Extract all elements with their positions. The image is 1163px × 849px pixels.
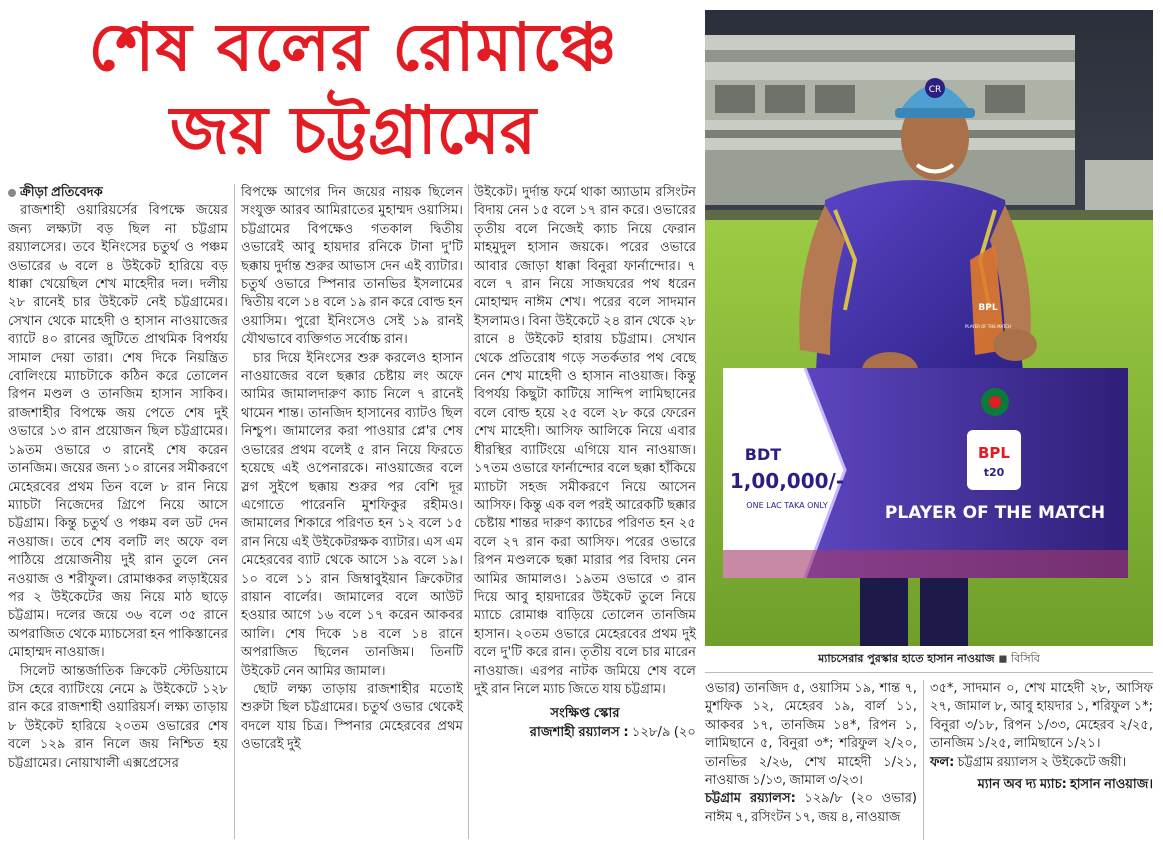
col2-para-1: বিপক্ষে আগের দিন জয়ের নায়ক ছিলেন সংযুক্ত আরব আমিরাতের মুহাম্মদ ওয়াসিম। চট্টগ্রামের বিপক্ষেও গতকাল দ্বিতীয় ওভারেই আবু হায়দার রনিকে টানা দু'টি ছক্কায় দুর্দান্ত শুরুর আভাস দেন এই ব্যাটার। চতুর্থ ওভারে স্পিনার তানভির ইসলামের দ্বিতীয় বলে ১৪ বলে ১৯ রান করে বোল্ড হন ওয়াসিম। পুরো ইনিংসেও সেই ১৯ রানই যৌথভাবে ব্যক্তিগত সর্বোচ্চ রান। xyxy=(241,185,463,348)
scorecard-column-4 xyxy=(705,680,917,827)
col2-para-3: ছোট লক্ষ্য তাড়ায় রাজশাহীর মতোই শুরুটা ছিল চট্টগ্রামের। চতুর্থ ওভার থেকেই বদলে যায় চিত্র। স্পিনার মেহেরবের প্রথম ওভারেই দুই xyxy=(241,681,463,753)
board-amount: 1,00,000/- xyxy=(729,469,845,493)
mom-text: হাসান নাওয়াজ। xyxy=(1069,777,1153,793)
board-currency: BDT xyxy=(744,445,782,464)
ctg-label: চট্টগ্রাম রয়্যালস: xyxy=(705,791,796,807)
trophy-subtext: PLAYER OF THE MATCH xyxy=(964,324,1012,329)
rajshahi-label: রাজশাহী রয়্যালস : xyxy=(529,724,629,740)
photo-caption xyxy=(705,650,1153,669)
result-line xyxy=(930,754,1153,772)
ctg-batting: নাঈম ৭, রসিংটন ১৭, জয় ৪, নাওয়াজ xyxy=(705,809,901,825)
caption-text: ম্যাচসেরার পুরস্কার হাতে হাসান নাওয়াজ xyxy=(818,652,995,665)
col3-para-1: উইকেট। দুর্দান্ত ফর্মে থাকা অ্যাডাম রসিংটন বিদায় নেন ১৫ বলে ১৭ রান করে। ওভারের তৃতীয় বলে নিজেই ক্যাচ নিয়ে ফেরান মাহমুদুল হাসান জয়কে। পরের ওভারে আবার জোড়া ধাক্কা বিনুরা ফার্নান্দোর। ৭ বলে ৭ রান নিয়ে সাজঘরের পথ ধরেন মোহাম্মদ নাঈম শেখ। পরের বলে সাদমান ইসলামও। বিনা উইকেটে ২৪ রান থেকে ২৮ রানে ৪ উইকেট হারায় চট্টগ্রাম। সেখান থেকে প্রতিরোধ গড়ে সতর্কতার পথ বেছে নেন শেখ মাহেদী ও হাসান নাওয়াজ। কিন্তু বিপর্যয় কিছুটা কাটিয়ে সান্দিপ লামিছানের বলে বোল্ড হয়ে ২৫ বলে ২৮ করে ফেরেন শেখ মাহেদী। আসিফ আলিকে নিয়ে এবার ধীরস্থির ব্যাটিংয়ে এগিয়ে যান নাওয়াজ। ১৭তম ওভারে ফার্নান্দোর বলে ছক্কা হাঁকিয়ে ম্যাচটা সহজ সমীকরণে নিয়ে আসেন আসিফ। কিন্তু এক বল পরই আরেকটি ছক্কার চেষ্টায় শান্তর দারুণ ক্যাচের পরিণত হন ২৫ বলে ২৭ রান করা আসিফ। পরের ওভারে রিপন মণ্ডলকে ছক্কা মারার পর বিদায় নেন আমির জামালও। ১৯তম ওভারে ৩ রান দিয়ে আবু হায়দারের উইকেট তুলে নিয়ে ম্যাচে রোমাঞ্চ বাড়িয়ে তোলেন তানজিম হাসান। ২০তম ওভারে মেহেরবের প্রথম দুই বলে দু'টি করে রান। তৃতীয় বলে চার মারেন নাওয়াজ। এরপর নাটক জমিয়ে শেষ বলে দুই রান নিলে ম্যাচ জিতে যায় চট্টগ্রাম। xyxy=(474,185,696,697)
column-divider xyxy=(923,680,924,840)
byline-text: ক্রীড়া প্রতিবেদক xyxy=(20,185,103,200)
ctg-scorecard-cont: ৩৫*, সাদমান ০, শেখ মাহেদী ২৮, আসিফ ২৭, জামাল ৮, আবু হায়দার ১, শরিফুল ১*; বিনুরা ৩/১৮, রিপন ১/৩৩, মেহেরব ২/২৫, তানজিম ১/২৫, লামিছানে ১/২১। xyxy=(930,681,1153,752)
result-label: ফল: xyxy=(930,754,955,770)
rajshahi-score: ১২৮/৯ (২০ xyxy=(631,724,696,740)
article-column-3 xyxy=(474,184,696,742)
man-of-the-match xyxy=(930,776,1153,794)
board-title: PLAYER OF THE MATCH xyxy=(884,503,1106,523)
board-logo: BPL xyxy=(978,444,1010,462)
article-column-2 xyxy=(241,184,463,755)
trophy-text: BPL xyxy=(978,303,998,313)
ctg-score: ১২৯/৮ (২০ ওভার) xyxy=(804,791,917,807)
headline xyxy=(8,6,698,172)
ctg-scorecard xyxy=(705,790,917,827)
rajshahi-scorecard-text: ওভার) তানজিদ ৫, ওয়াসিম ১৯, শান্ত ৭, মুশফিক ১২, মেহেরব ১৯, বার্ল ১১, আকবর ১৭, তানজিম ১৪*, রিপন ১, লামিছানে ৫, বিনুরা ৩*; শরিফুল ২/২০, তানভির ২/২৬, শেখ মাহেদী ১/২১, নাওয়াজ ১/১৩, জামাল ৩/২৩। xyxy=(705,681,917,789)
board-logo-sub: t20 xyxy=(983,466,1005,479)
board-amount-words: ONE LAC TAKA ONLY xyxy=(746,501,828,510)
caption-divider xyxy=(705,672,1153,673)
prize-board xyxy=(723,368,1128,578)
player-photo-illustration xyxy=(705,10,1153,646)
headline-line-2: জয় চট্টগ্রামের xyxy=(169,92,537,169)
result-text: চট্টগ্রাম রয়্যালস ২ উইকেটে জয়ী। xyxy=(957,754,1127,770)
column-divider xyxy=(234,184,235,839)
mom-label: ম্যান অব দ্য ম্যাচ: xyxy=(977,777,1067,793)
photo-credit-icon: ◼ xyxy=(998,652,1011,665)
col2-para-2: চার দিয়ে ইনিংসের শুরু করলেও হাসান নাওয়াজের বলে ছক্কার চেষ্টায় লং অফে আমির জামালদারুণ ক্যাচ নিলে ৭ রানেই থামেন শান্ত। তানজিদ হাসানের ব্যাটও ছিল নিশ্চুপ। জামালের করা পাওয়ার প্লে'র শেষ ওভারের প্রথম বলেই ৫ রান নিয়ে ফিরতে হয়েছে এই ওপেনারকে। নাওয়াজের বলে স্লগ সুইপে ছক্কায় শুরুর পর বেশি দূর এগোতে পারেননি মুশফিকুর রহীমও। জামালের শিকারে পরিণত হন ১২ বলে ১৫ রান নিয়ে এই উইকেটরক্ষক ব্যাটার। এস এম মেহেরবের ব্যাট থেকে আসে ১৯ বলে ১৯। ১০ বলে ১১ রান জিম্বাবুইয়ান ক্রিকেটার রায়ান বার্লের। জামালের বলে আউট হওয়ার আগে ১৬ বলে ১৭ করেন আকবর আলি। শেষ দিকে ১৪ বলে ১৪ রানে অপরাজিত ছিলেন তানজিম। তিনটি উইকেট নেন আমির জামাল। xyxy=(241,350,463,679)
article-column-1 xyxy=(8,184,228,773)
scorecard-title: সংক্ষিপ্ত স্কোর xyxy=(550,706,620,722)
col1-para-1: রাজশাহী ওয়ারিয়র্সের বিপক্ষে জয়ের জন্য লক্ষ্যটা বড় ছিল না চট্টগ্রাম রয়্যালসের। তবে ইনিংসের চতুর্থ ও পঞ্চম ওভারের ৬ বলে ৪ উইকেট হারিয়ে বড় ধাক্কা খেয়েছিল শেখ মাহেদীর দল। দলীয় ২৮ রানেই চার উইকেট নেই চট্টগ্রামের। সেখান থেকে মাহেদী ও হাসান নাওয়াজের ব্যাটে ৪০ রানের জুটিতে প্রাথমিক বিপর্যয় সামাল দেয়া তারা। শেষ দিকে নিয়ন্ত্রিত বোলিংয়ে ম্যাচটাকে কঠিন করে তোলেন রিপন মণ্ডল ও তানজিম হাসান সাকিব। রাজশাহীর বিপক্ষে জয় পেতে শেষ দুই ওভারে ১৩ রান প্রয়োজন ছিল চট্টগ্রামের। ১৯তম ওভারে ৩ রানেই শেষ করেন তানজিম। জয়ের জন্য ১০ রানের সমীকরণে মেহেরবের প্রথম তিন বলে ৮ রান নিয়ে ম্যাচটা নিজেদের গ্রিপে নিয়ে আসে চট্টগ্রাম। কিন্তু চতুর্থ ও পঞ্চম বল ডট দেন নওয়াজ। তবে শেষ বলটি লং অফে বল পাঠিয়ে প্রয়োজনীয় দুই রান তুলে নেন নওয়াজ ও শরীফুল। রোমাঞ্চকর লড়াইয়ের পর ২ উইকেটের জয় নিয়ে মাঠ ছাড়ে চট্টগ্রাম। দলের জয়ে ৩৬ বলে ৩৫ রানে অপরাজিত থেকে ম্যাচসেরা হন পাকিস্তানের মোহাম্মদ নাওয়াজ। xyxy=(8,203,228,661)
byline xyxy=(8,184,228,202)
headline-line-1: শেষ বলের রোমাঞ্চে xyxy=(88,9,618,86)
scorecard-rajshahi xyxy=(474,724,696,742)
scorecard-column-5 xyxy=(930,680,1153,794)
bullet-icon xyxy=(8,189,16,197)
caption-source: বিসিবি xyxy=(1010,652,1040,665)
col1-para-2: সিলেট আন্তর্জাতিক ক্রিকেট স্টেডিয়ামে টস হেরে ব্যাটিংয়ে নেমে ৯ উইকেটে ১২৮ রান করে রাজশাহী ওয়ারিয়র্স। লক্ষ্য তাড়ায় ৮ উইকেট হারিয়ে ২০তম ওভারের শেষ বলে ১২৯ রান নিলে জয় নিশ্চিত হয় চট্টগ্রামের। নোয়াখালী এক্সপ্রেসের xyxy=(8,663,228,771)
player-photo xyxy=(705,10,1153,646)
cap-logo-text: CR xyxy=(928,85,942,95)
column-divider xyxy=(468,184,469,839)
